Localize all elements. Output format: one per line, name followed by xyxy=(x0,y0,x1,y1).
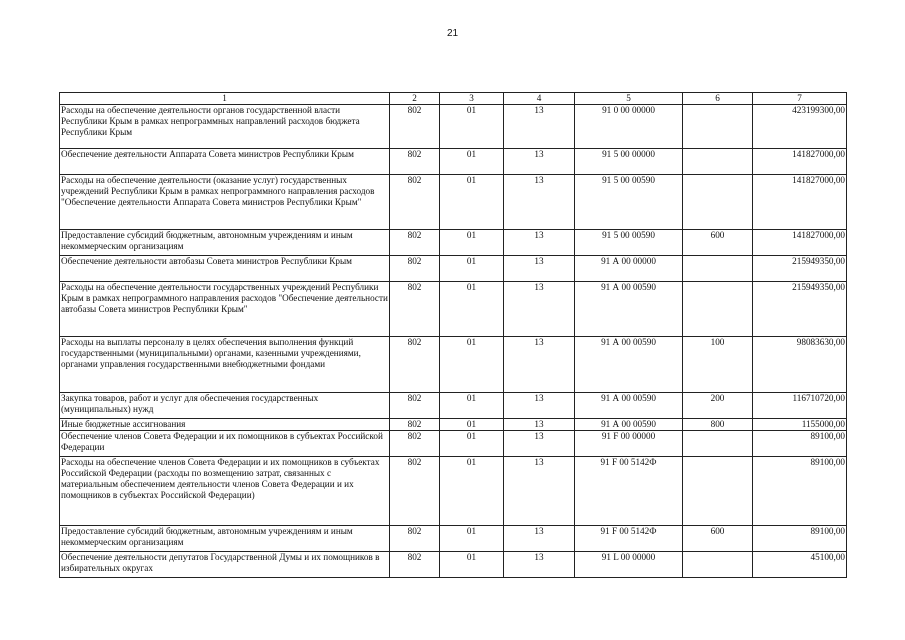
row-amount: 98083630,00 xyxy=(753,337,847,393)
row-name: Предоставление субсидий бюджетным, автономным учреждениям и иным некоммерческим организациям xyxy=(60,230,390,256)
row-amount: 215949350,00 xyxy=(753,282,847,337)
table-body xyxy=(60,105,847,578)
row-subsection: 13 xyxy=(504,526,575,552)
column-header: 2 xyxy=(390,93,440,105)
row-target-article: 91 5 00 00590 xyxy=(575,230,683,256)
row-name: Закупка товаров, работ и услуг для обеспечения государственных (муниципальных) нужд xyxy=(60,393,390,419)
row-ved-code: 802 xyxy=(390,337,440,393)
row-target-article: 91 0 00 00000 xyxy=(575,105,683,149)
row-amount: 141827000,00 xyxy=(753,230,847,256)
row-subsection: 13 xyxy=(504,552,575,578)
table-row xyxy=(60,105,847,149)
row-expense-type xyxy=(683,256,753,282)
page-number: 21 xyxy=(446,28,459,39)
table-row xyxy=(60,431,847,457)
row-amount: 1155000,00 xyxy=(753,419,847,431)
column-header: 5 xyxy=(575,93,683,105)
row-subsection: 13 xyxy=(504,149,575,175)
row-ved-code: 802 xyxy=(390,526,440,552)
row-section: 01 xyxy=(440,149,504,175)
row-ved-code: 802 xyxy=(390,282,440,337)
row-section: 01 xyxy=(440,337,504,393)
row-section: 01 xyxy=(440,419,504,431)
row-subsection: 13 xyxy=(504,457,575,526)
row-ved-code: 802 xyxy=(390,393,440,419)
row-amount: 45100,00 xyxy=(753,552,847,578)
row-name: Расходы на обеспечение деятельности органов государственной власти Республики Крым в рамках непрограммных направлений расходов бюджета Республики Крым xyxy=(60,105,390,149)
row-expense-type: 800 xyxy=(683,419,753,431)
row-expense-type: 600 xyxy=(683,526,753,552)
header-row xyxy=(60,93,847,105)
row-target-article: 91 L 00 00000 xyxy=(575,552,683,578)
table-row xyxy=(60,419,847,431)
row-name: Расходы на обеспечение деятельности (оказание услуг) государственных учреждений Республики Крым в рамках непрограммного направления расходов "Обеспечение деятельности Аппарата Совета министров Республики Крым" xyxy=(60,175,390,230)
table-row xyxy=(60,256,847,282)
row-target-article: 91 5 00 00000 xyxy=(575,149,683,175)
row-ved-code: 802 xyxy=(390,552,440,578)
row-section: 01 xyxy=(440,230,504,256)
row-name: Обеспечение деятельности Аппарата Совета министров Республики Крым xyxy=(60,149,390,175)
row-ved-code: 802 xyxy=(390,175,440,230)
column-header: 4 xyxy=(504,93,575,105)
row-expense-type xyxy=(683,175,753,230)
row-amount: 116710720,00 xyxy=(753,393,847,419)
row-subsection: 13 xyxy=(504,256,575,282)
row-subsection: 13 xyxy=(504,431,575,457)
row-expense-type xyxy=(683,457,753,526)
row-section: 01 xyxy=(440,457,504,526)
row-subsection: 13 xyxy=(504,282,575,337)
row-ved-code: 802 xyxy=(390,230,440,256)
table-row xyxy=(60,457,847,526)
row-name: Расходы на выплаты персоналу в целях обеспечения выполнения функций государственными (муниципальными) органами, казенными учреждениями, органами управления государственными внебюджетными фондами xyxy=(60,337,390,393)
row-target-article: 91 А 00 00590 xyxy=(575,337,683,393)
row-target-article: 91 А 00 00590 xyxy=(575,419,683,431)
row-section: 01 xyxy=(440,105,504,149)
row-ved-code: 802 xyxy=(390,105,440,149)
table-row xyxy=(60,337,847,393)
row-expense-type xyxy=(683,149,753,175)
column-header: 7 xyxy=(753,93,847,105)
row-amount: 89100,00 xyxy=(753,457,847,526)
row-section: 01 xyxy=(440,552,504,578)
row-amount: 89100,00 xyxy=(753,526,847,552)
budget-table xyxy=(59,92,847,578)
row-subsection: 13 xyxy=(504,419,575,431)
table-row xyxy=(60,230,847,256)
row-amount: 89100,00 xyxy=(753,431,847,457)
row-section: 01 xyxy=(440,431,504,457)
row-target-article: 91 F 00 5142Ф xyxy=(575,457,683,526)
row-expense-type: 600 xyxy=(683,230,753,256)
row-target-article: 91 А 00 00000 xyxy=(575,256,683,282)
table-row xyxy=(60,149,847,175)
row-target-article: 91 А 00 00590 xyxy=(575,282,683,337)
row-section: 01 xyxy=(440,256,504,282)
row-subsection: 13 xyxy=(504,337,575,393)
row-subsection: 13 xyxy=(504,105,575,149)
table-row xyxy=(60,526,847,552)
column-header: 3 xyxy=(440,93,504,105)
row-name: Обеспечение деятельности автобазы Совета министров Республики Крым xyxy=(60,256,390,282)
row-name: Расходы на обеспечение деятельности государственных учреждений Республики Крым в рамках непрограммного направления расходов "Обеспечение деятельности автобазы Совета министров Республики Крым" xyxy=(60,282,390,337)
row-subsection: 13 xyxy=(504,393,575,419)
row-ved-code: 802 xyxy=(390,419,440,431)
row-name: Иные бюджетные ассигнования xyxy=(60,419,390,431)
row-expense-type xyxy=(683,552,753,578)
row-expense-type: 200 xyxy=(683,393,753,419)
table-row xyxy=(60,175,847,230)
row-target-article: 91 5 00 00590 xyxy=(575,175,683,230)
table-row xyxy=(60,393,847,419)
row-target-article: 91 F 00 5142Ф xyxy=(575,526,683,552)
row-section: 01 xyxy=(440,175,504,230)
table-row xyxy=(60,282,847,337)
column-header: 1 xyxy=(60,93,390,105)
row-subsection: 13 xyxy=(504,175,575,230)
row-expense-type xyxy=(683,105,753,149)
row-ved-code: 802 xyxy=(390,256,440,282)
row-target-article: 91 А 00 00590 xyxy=(575,393,683,419)
row-amount: 215949350,00 xyxy=(753,256,847,282)
row-name: Предоставление субсидий бюджетным, автономным учреждениям и иным некоммерческим организациям xyxy=(60,526,390,552)
row-expense-type xyxy=(683,431,753,457)
column-header: 6 xyxy=(683,93,753,105)
row-expense-type xyxy=(683,282,753,337)
row-amount: 423199300,00 xyxy=(753,105,847,149)
row-name: Обеспечение членов Совета Федерации и их помощников в субъектах Российской Федерации xyxy=(60,431,390,457)
table-row xyxy=(60,552,847,578)
row-amount: 141827000,00 xyxy=(753,175,847,230)
row-section: 01 xyxy=(440,393,504,419)
row-amount: 141827000,00 xyxy=(753,149,847,175)
row-section: 01 xyxy=(440,526,504,552)
row-subsection: 13 xyxy=(504,230,575,256)
row-target-article: 91 F 00 00000 xyxy=(575,431,683,457)
row-expense-type: 100 xyxy=(683,337,753,393)
row-section: 01 xyxy=(440,282,504,337)
row-ved-code: 802 xyxy=(390,431,440,457)
row-name: Обеспечение деятельности депутатов Государственной Думы и их помощников в избирательных округах xyxy=(60,552,390,578)
row-ved-code: 802 xyxy=(390,149,440,175)
row-name: Расходы на обеспечение членов Совета Федерации и их помощников в субъектах Российской Федерации (расходы по возмещению затрат, связанных с материальным обеспечением деятельности членов Совета Федерации и их помощников в субъектах Российской Федерации) xyxy=(60,457,390,526)
row-ved-code: 802 xyxy=(390,457,440,526)
